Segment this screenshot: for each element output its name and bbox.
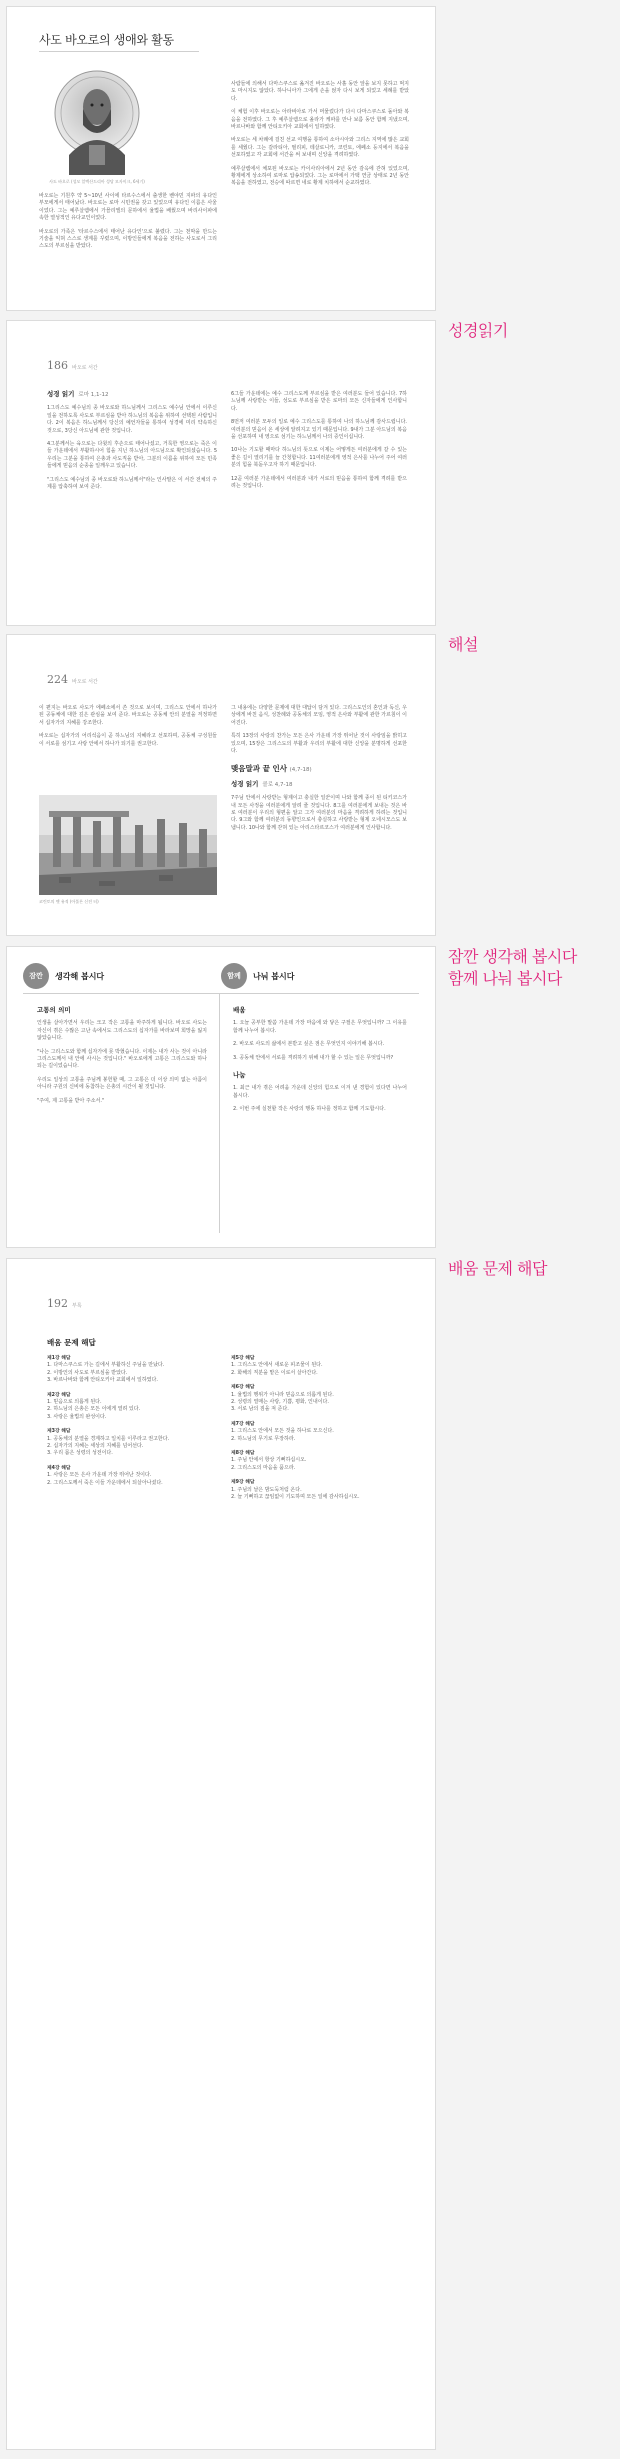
question: 2. 이번 주에 실천할 작은 사랑의 행동 하나를 정하고 함께 기도합시다. xyxy=(233,1106,386,1113)
answer-group xyxy=(47,1465,217,1487)
column-divider xyxy=(219,993,220,1233)
question: 1. 오늘 공부한 말씀 가운데 가장 마음에 와 닿은 구절은 무엇입니까? 그 이유를 함께 나누어 봅시다. xyxy=(233,1020,407,1034)
scripture-ref: 콜로 4,7-18 xyxy=(262,781,293,788)
answer-item: 3. 우리 몸은 성령의 성전이다. xyxy=(47,1450,113,1457)
paragraph: 이 편지는 바오로 사도가 에페소에서 쓴 것으로 보이며, 그리스도 안에서 하나가 된 공동체에 대한 깊은 관심을 보여 준다. 바오로는 공동체 안의 분열을 걱정하면서 십자가의 지혜를 강조한다. xyxy=(39,705,217,726)
sub-heading-text: 맺음말과 끝 인사 xyxy=(231,764,287,774)
verse-paragraph: 4그분께서는 육으로는 다윗의 후손으로 태어나셨고, 거룩한 영으로는 죽은 이들 가운데에서 부활하시어 힘을 지닌 하느님의 아드님으로 확인되셨습니다. 5우리는 그분을 통하여 은총과 사도직을 받아, 그분의 이름을 위하여 모든 민족들에게 믿음의 순종을 일깨우고 있습니다. xyxy=(47,441,217,470)
page2-left-column xyxy=(47,391,217,497)
page-title: 사도 바오로의 생애와 활동 xyxy=(39,33,174,47)
answer-group-title: 제9강 해답 xyxy=(231,1480,255,1486)
answer-group xyxy=(231,1450,407,1472)
answer-group xyxy=(231,1421,407,1443)
label-commentary: 해설 xyxy=(448,635,478,654)
page-4 xyxy=(6,946,436,1248)
answer-item: 3. 서로 남의 짐을 져 준다. xyxy=(231,1406,289,1413)
paragraph: 우리도 일상의 고통을 주님께 봉헌할 때, 그 고통은 더 이상 의미 없는 아픔이 아니라 구원의 신비에 동참하는 은총의 시간이 될 것입니다. xyxy=(37,1076,207,1091)
paragraph: "나는 그리스도와 함께 십자가에 못 박혔습니다. 이제는 내가 사는 것이 아니라 그리스도께서 내 안에 사시는 것입니다." 바오로에게 고통은 그리스도와 하나 되는 길이었습니다. xyxy=(37,1048,207,1070)
running-title: 바오로 서간 xyxy=(72,679,98,685)
answer-item: 1. 율법의 행위가 아니라 믿음으로 의롭게 된다. xyxy=(231,1391,334,1398)
reflect-subtitle: 고통의 의미 xyxy=(37,1006,71,1014)
paragraph: 바오로는 세 차례에 걸친 선교 여행을 통하여 소아시아와 그리스 지역에 많은 교회를 세웠다. 그는 갈라티아, 필리피, 테살로니카, 코린토, 에페소 등지에서 복음을 선포하였고 각 교회에 서간을 써 보내며 신앙을 격려하였다. xyxy=(231,137,409,159)
reflect-title: 생각해 봅시다 xyxy=(55,972,105,981)
page1-right-column xyxy=(231,81,409,194)
page1-left-column xyxy=(39,193,217,257)
answer-group xyxy=(231,1355,407,1377)
answer-group xyxy=(47,1392,217,1422)
answer-group-title: 제7강 해답 xyxy=(231,1421,255,1427)
answer-item: 2. 화해의 직분을 맡은 이로서 살아간다. xyxy=(231,1369,318,1376)
verse-paragraph: 6그들 가운데에는 예수 그리스도께 부르심을 받은 여러분도 들어 있습니다. 7하느님께 사랑받는 이들, 성도로 부르심을 받은 로마의 모든 신자들에게 인사합니다. xyxy=(231,391,407,412)
page2-right-column xyxy=(231,391,407,496)
answer-item: 1. 그리스도 안에서 새로운 피조물이 된다. xyxy=(231,1362,323,1369)
answer-item: 2. 이방인의 사도로 부르심을 받았다. xyxy=(47,1369,128,1376)
paragraph: 그 내용에는 다양한 문제에 대한 대답이 담겨 있다. 그리스도인의 혼인과 독신, 우상에게 바친 음식, 성찬례와 공동체의 모임, 영적 은사와 부활에 관한 가르침이 이어진다. xyxy=(231,705,407,726)
paragraph: "주여, 제 고통을 받아 주소서." xyxy=(37,1097,105,1104)
page-2 xyxy=(6,320,436,626)
answer-group-title: 제5강 해답 xyxy=(231,1356,255,1361)
paragraph: 예루살렘에서 체포된 바오로는 카이사리아에서 2년 동안 감옥에 갇혀 있었으며, 황제에게 상소하여 로마로 압송되었다. 그는 로마에서 가택 연금 상태로 2년 동안 복음을 전하였고, 전승에 따르면 네로 황제 치하에서 순교하였다. xyxy=(231,165,409,187)
page-1 xyxy=(6,6,436,311)
sub-heading-ref: (4,7-18) xyxy=(289,767,312,774)
answer-group-title: 제2강 해답 xyxy=(47,1392,71,1398)
paragraph: 바오로의 가족은 '타르수스에서 태어난 유다인'으로 불렸다. 그는 천막을 만드는 기술을 익혀 스스로 생계를 꾸렸으며, 이방인들에게 복음을 전하는 사도로서 그리스도의 부르심을 받았다. xyxy=(39,228,217,250)
share-heading-1: 배움 xyxy=(233,1006,246,1014)
title-rule xyxy=(39,51,199,52)
heading-text: 성경 읽기 xyxy=(231,779,259,788)
paragraph: 이 체험 이후 바오로는 아라비아로 가서 머물렀다가 다시 다마스쿠스로 돌아와 복음을 전하였다. 그 후 예루살렘으로 올라가 케파를 만나 보름 동안 함께 지냈으며, 바르나바와 함께 안티오키아 교회에서 일하였다. xyxy=(231,109,409,131)
paragraph: 특히 13장의 사랑의 찬가는 모든 은사 가운데 가장 뛰어난 것이 사랑임을 밝히고 있으며, 15장은 그리스도의 부활과 우리의 부활에 대한 신앙을 분명하게 선포한다. xyxy=(231,733,407,755)
paragraph: 바오로는 십자가의 어리석음이 곧 하느님의 지혜라고 선포하며, 공동체 구성원들이 서로를 섬기고 사랑 안에서 하나가 되기를 권고한다. xyxy=(39,733,217,747)
reflect-column xyxy=(37,1007,207,1111)
figure-caption: 코린토의 옛 유적 (아폴론 신전 터) xyxy=(39,899,99,904)
answer-group xyxy=(231,1479,407,1501)
question: 1. 최근 내가 겪은 어려움 가운데 신앙의 힘으로 이겨 낸 경험이 있다면 나누어 봅시다. xyxy=(233,1085,407,1099)
answer-group-title: 제8강 해답 xyxy=(231,1451,255,1457)
running-title: 바오로 서간 xyxy=(72,365,98,371)
answer-item: 1. 주님의 날은 밤도둑처럼 온다. xyxy=(231,1486,302,1493)
answers-column-1 xyxy=(47,1355,217,1494)
reading-heading xyxy=(231,781,407,789)
figure-caption: 사도 바오로 (성모 알렉산드리아 성당 모자이크, 6세기) xyxy=(49,179,145,184)
answer-item: 3. 바르나바와 함께 안티오키아 교회에서 일하였다. xyxy=(47,1377,158,1384)
label-bible-reading: 성경읽기 xyxy=(448,321,508,340)
sub-section-heading xyxy=(231,765,407,774)
running-head xyxy=(47,1297,82,1310)
answer-group-title: 제4강 해답 xyxy=(47,1465,71,1471)
answer-item: 2. 하느님의 무기로 무장하라. xyxy=(231,1435,296,1442)
ancient-ruins-image xyxy=(39,795,217,895)
answer-group-title: 제6강 해답 xyxy=(231,1385,255,1391)
paragraph: 사람들에 의해서 다마스쿠스로 옮겨진 바오로는 사흘 동안 앞을 보지 못하고 먹지도 마시지도 않았다. 하나니아가 그에게 손을 얹자 다시 보게 되었고 세례를 받았다. xyxy=(231,81,409,102)
page3-right-column xyxy=(231,705,407,838)
answer-group-title: 제1강 해답 xyxy=(47,1356,71,1361)
paul-mosaic-image xyxy=(53,63,141,175)
share-column xyxy=(233,1007,407,1120)
answer-item: 1. 그리스도 안에서 모든 것을 하나로 모으신다. xyxy=(231,1428,334,1435)
answer-group-title: 제3강 해답 xyxy=(47,1429,71,1435)
answer-item: 2. 그리스도께서 죽은 이들 가운데에서 되살아나셨다. xyxy=(47,1479,163,1486)
answer-item: 2. 십자가의 지혜는 세상의 지혜를 넘어선다. xyxy=(47,1443,144,1450)
answer-item: 2. 하느님의 은총은 모든 이에게 열려 있다. xyxy=(47,1406,141,1413)
running-head xyxy=(47,359,98,372)
label-answers: 배움 문제 해답 xyxy=(448,1259,547,1278)
answers-heading: 배움 문제 해답 xyxy=(47,1338,96,1347)
answer-item: 2. 그리스도의 마음을 품으라. xyxy=(231,1464,296,1471)
share-title: 나눠 봅시다 xyxy=(253,972,295,981)
label-reflect: 잠깐 생각해 봅시다 xyxy=(448,947,577,966)
verse-paragraph: 12곧 여러분 가운데에서 여러분과 내가 서로의 믿음을 통하여 함께 격려를 받으려는 것입니다. xyxy=(231,475,407,490)
paragraph: 바오로는 기원후 약 5~10년 사이에 타르수스에서 출생한 벤야민 지파의 유다인 부모에게서 태어났다. 바오로는 로마 시민권을 갖고 있었으며 유다인 이름은 사울이었다. 그는 예루살렘에서 가믈리엘의 문하에서 율법을 배웠으며 바리사이파에 속한 열성적인 유다교인이었다. xyxy=(39,193,217,222)
share-heading-2: 나눔 xyxy=(233,1071,246,1080)
label-share: 함께 나눠 봅시다 xyxy=(448,969,562,988)
verse-paragraph: 1그리스도 예수님의 종 바오로와 하느님께서 그리스도 예수님 안에서 이루신 일을 전하도록 사도로 부르심을 받아 하느님의 복음을 위하여 선택된 사람입니다. 2이 복음은 하느님께서 당신의 예언자들을 통하여 성경에 미리 약속하신 것으로, 3당신 아드님에 관한 것입니다. xyxy=(47,405,217,434)
answer-group xyxy=(47,1355,217,1385)
question: 2. 바오로 사도의 삶에서 본받고 싶은 점은 무엇인지 이야기해 봅시다. xyxy=(233,1041,385,1048)
running-head xyxy=(47,673,98,686)
answer-item: 3. 사랑은 율법의 완성이다. xyxy=(47,1413,107,1420)
page-number: 224 xyxy=(47,673,68,686)
page-number: 186 xyxy=(47,359,68,372)
paragraph: 인생을 살아가면서 우리는 크고 작은 고통을 마주하게 됩니다. 바오로 사도는 자신이 겪은 수많은 고난 속에서도 그리스도의 십자가를 바라보며 희망을 잃지 않았습니다. xyxy=(37,1020,207,1042)
heading-text: 성경 읽기 xyxy=(47,390,75,398)
page3-left-column xyxy=(39,705,217,754)
reflect-badge: 잠깐 xyxy=(23,963,49,989)
verse-paragraph: 8먼저 여러분 모두의 일로 예수 그리스도를 통하여 나의 하느님께 감사드립니다. 여러분의 믿음이 온 세상에 알려지고 있기 때문입니다. 9내가 그분 아드님의 복음을 선포하며 내 영으로 섬기는 하느님께서 나의 증인이십니다. xyxy=(231,419,407,441)
page-number: 192 xyxy=(47,1297,68,1310)
answer-item: 1. 믿음으로 의롭게 된다. xyxy=(47,1399,102,1406)
running-title: 부록 xyxy=(72,1303,82,1309)
scripture-ref: 로마 1,1-12 xyxy=(78,392,109,398)
header-rule xyxy=(23,993,419,994)
answer-item: 1. 주님 안에서 항상 기뻐하십시오. xyxy=(231,1457,307,1464)
section-heading xyxy=(47,391,217,399)
share-badge: 함께 xyxy=(221,963,247,989)
page-3 xyxy=(6,634,436,936)
answer-item: 1. 다마스쿠스로 가는 길에서 부활하신 주님을 만났다. xyxy=(47,1362,165,1369)
answer-item: 1. 공동체의 분열을 경계하고 일치를 이루라고 권고한다. xyxy=(47,1435,170,1442)
answer-item: 2. 늘 기뻐하고 끊임없이 기도하며 모든 일에 감사하십시오. xyxy=(231,1494,360,1501)
verse-paragraph: 7주님 안에서 사랑받는 형제이고 충실한 일꾼이며 나와 함께 종이 된 티키코스가 내 모든 사정을 여러분에게 알려 줄 것입니다. 8그를 여러분에게 보내는 것은 바로 여러분이 우리의 형편을 알고 그가 여러분의 마음을 격려하게 하려는 것입니다. 9그와 함께 여러분의 동향인으로서 충실하고 사랑받는 형제 오네시모스도 보냅니다. 10나와 함께 갇혀 있는 아리스타르코스가 여러분에게 인사합니다. xyxy=(231,795,407,831)
answer-group xyxy=(231,1384,407,1414)
answer-item: 1. 사랑은 모든 은사 가운데 가장 뛰어난 것이다. xyxy=(47,1472,152,1479)
question: 3. 공동체 안에서 서로를 격려하기 위해 내가 할 수 있는 일은 무엇입니까? xyxy=(233,1054,394,1061)
verse-paragraph: "그리스도 예수님의 종 바오로와 하느님께서"라는 인사말은 이 서간 전체의 주제를 압축하여 보여 준다. xyxy=(47,476,217,491)
verse-paragraph: 10나는 기도할 때마다 하느님의 뜻으로 이제는 어떻게든 여러분에게 갈 수 있는 좋은 길이 열리기를 늘 간청합니다. 11여러분에게 영적 은사를 나누어 주어 여러분의 힘을 북돋우고자 하기 때문입니다. xyxy=(231,447,407,469)
answer-item: 2. 성령의 열매는 사랑, 기쁨, 평화, 인내이다. xyxy=(231,1399,329,1406)
answer-group xyxy=(47,1428,217,1458)
page-5 xyxy=(6,1258,436,2450)
answers-column-2 xyxy=(231,1355,407,1509)
